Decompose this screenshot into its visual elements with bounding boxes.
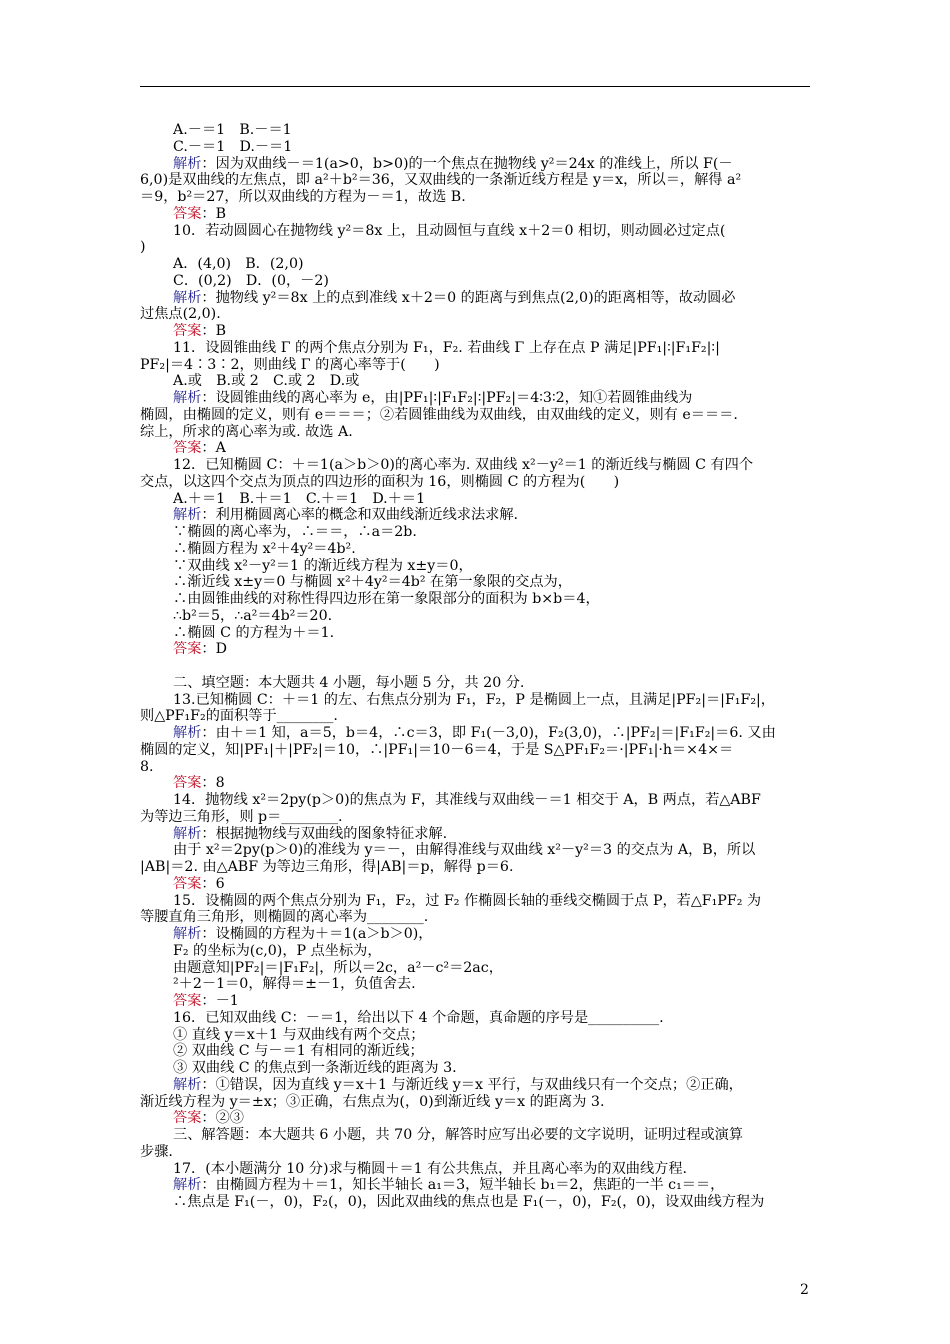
line-text: ²＋2－1＝0，解得＝±－1，负值舍去.: [173, 976, 416, 993]
line-text: 14．抛物线 x²＝2py(p＞0)的焦点为 F，其准线与双曲线－＝1 相交于 A，B 两点，若△ABF: [173, 792, 761, 808]
line-text: F₂ 的坐标为(c,0)，P 点坐标为，: [173, 942, 382, 959]
line-text: 6,0)是双曲线的左焦点，即 a²＋b²＝36，又双曲线的一条渐近线方程是 y＝x，所以＝，解得 a²: [140, 172, 742, 189]
analysis-line: [140, 826, 812, 843]
text-line: [140, 1043, 812, 1060]
line-text: ∴由圆锥曲线的对称性得四边形在第一象限部分的面积为 b×b＝4，: [173, 591, 600, 607]
line-text: A.－＝1 B.－＝1: [173, 122, 292, 138]
text-line: [140, 759, 812, 776]
text-line: [140, 591, 812, 608]
line-text: 17．(本小题满分 10 分)求与椭圆＋＝1 有公共焦点，并且离心率为的双曲线方程.: [173, 1160, 688, 1177]
text-line: [140, 708, 812, 725]
text-line: [140, 407, 812, 424]
line-text: 12．已知椭圆 C：＋＝1(a＞b＞0)的离心率为. 双曲线 x²－y²＝1 的渐近线与椭圆 C 有四个: [173, 457, 754, 473]
answer-line: [140, 641, 812, 658]
text-line: [140, 306, 812, 323]
text-line: [140, 943, 812, 960]
text-line: [140, 608, 812, 625]
text-line: [140, 474, 812, 491]
answer-label: 答案: [173, 875, 202, 892]
line-text: 等腰直角三角形，则椭圆的离心率为________.: [140, 909, 429, 926]
text-line: [140, 1127, 812, 1144]
line-text: 15．设椭圆的两个焦点分别为 F₁，F₂，过 F₂ 作椭圆长轴的垂线交椭圆于点 P，若△F₁PF₂ 为: [173, 892, 762, 909]
line-text: ：B: [201, 205, 227, 222]
header-rule: [140, 86, 810, 87]
line-text: ): [140, 239, 146, 256]
text-line: [140, 256, 812, 273]
line-text: 三、解答题：本大题共 6 小题，共 70 分，解答时应写出必要的文字说明，证明过程或演算: [173, 1127, 744, 1143]
text-line: [140, 675, 812, 692]
text-line: [140, 239, 812, 256]
line-text: ② 双曲线 C 与－＝1 有相同的渐近线；: [173, 1043, 424, 1060]
line-text: ：6: [201, 875, 225, 892]
text-line: [140, 909, 812, 926]
analysis-label: 解析: [173, 1177, 202, 1194]
line-text: ∴焦点是 F₁(－，0)，F₂(，0)，因此双曲线的焦点也是 F₁(－，0)，F₂(，0)，设双曲线方程为: [173, 1194, 765, 1210]
text-line: [140, 859, 812, 876]
analysis-line: [140, 1077, 812, 1094]
text-line: [140, 1094, 812, 1111]
analysis-label: 解析: [173, 155, 202, 172]
page-number: 2: [800, 1282, 809, 1298]
line-text: ：设圆锥曲线的离心率为 e，由|PF₁|∶|F₁F₂|∶|PF₂|＝4∶3∶2，知①若圆锥曲线为: [201, 390, 693, 406]
line-text: ：②③: [201, 1110, 244, 1127]
line-text: 二、填空题：本大题共 4 小题，每小题 5 分，共 20 分.: [173, 674, 525, 691]
line-text: ：8: [201, 775, 225, 792]
text-line: [140, 189, 812, 206]
text-line: [140, 457, 812, 474]
line-text: ：根据抛物线与双曲线的图象特征求解.: [201, 825, 448, 842]
answer-line: [140, 206, 812, 223]
line-text: ：因为双曲线－＝1(a>0，b>0)的一个焦点在抛物线 y²＝24x 的准线上，所以 F(－: [201, 155, 733, 172]
text-line: [140, 893, 812, 910]
line-text: A.＋＝1 B.＋＝1 C.＋＝1 D.＋＝1: [173, 490, 426, 507]
line-text: ：①错误，因为直线 y＝x＋1 与渐近线 y＝x 平行，与双曲线只有一个交点；②正确，: [201, 1076, 743, 1093]
text-line: [140, 139, 812, 156]
answer-label: 答案: [173, 323, 202, 339]
line-text: 渐近线方程为 y＝±x；③正确，右焦点为(，0)到渐近线 y＝x 的距离为 3.: [140, 1093, 605, 1110]
answer-label: 答案: [173, 993, 202, 1009]
line-text: 16．已知双曲线 C：－＝1，给出以下 4 个命题，真命题的序号是__________.: [173, 1009, 664, 1026]
line-text: ∵双曲线 x²－y²＝1 的渐近线方程为 x±y＝0，: [173, 557, 473, 574]
answer-label: 答案: [173, 1110, 202, 1127]
text-line: [140, 424, 812, 441]
answer-line: [140, 993, 812, 1010]
analysis-label: 解析: [173, 390, 202, 406]
text-line: [140, 742, 812, 759]
line-text: ∴椭圆 C 的方程为＋＝1.: [173, 624, 335, 641]
text-line: [140, 1194, 812, 1211]
text-line: [140, 960, 812, 977]
line-text: ∵椭圆的离心率为，∴＝＝，∴a＝2b.: [173, 524, 417, 540]
line-text: C.－＝1 D.－＝1: [173, 138, 293, 155]
answer-line: [140, 323, 812, 340]
line-text: 椭圆，由椭圆的定义，则有 e＝＝＝；②若圆锥曲线为双曲线，由双曲线的定义，则有 e＝＝＝.: [140, 406, 738, 423]
text-line: [140, 1010, 812, 1027]
text-line: [140, 524, 812, 541]
answer-label: 答案: [173, 205, 202, 222]
line-text: ：利用椭圆离心率的概念和双曲线渐近线求法求解.: [201, 507, 519, 524]
line-text: A．(4,0) B．(2,0): [173, 256, 304, 272]
line-text: 为等边三角形，则 p＝________.: [140, 808, 343, 825]
line-text: ：A: [201, 440, 226, 457]
line-text: 椭圆的定义，知|PF₁|＋|PF₂|＝10，∴|PF₁|＝10－6＝4，于是 S△PF₁F₂＝·|PF₁|·h＝×4×＝: [140, 741, 734, 758]
text-line: [140, 1144, 812, 1161]
line-text: C．(0,2) D．(0，－2): [173, 272, 329, 289]
line-text: ：－1: [201, 993, 239, 1009]
text-line: [140, 574, 812, 591]
answer-line: [140, 440, 812, 457]
text-line: [140, 491, 812, 508]
text-line: [140, 1027, 812, 1044]
line-text: 过焦点(2,0).: [140, 306, 221, 323]
text-line: [140, 1161, 812, 1178]
line-text: PF₂|＝4∶3∶2，则曲线 Γ 的离心率等于( ): [140, 356, 440, 373]
answer-label: 答案: [173, 641, 202, 658]
answer-label: 答案: [173, 440, 202, 457]
analysis-line: [140, 1177, 812, 1194]
line-text: 由于 x²＝2py(p＞0)的准线为 y＝－，由解得准线与双曲线 x²－y²＝3 的交点为 A，B，所以: [173, 842, 756, 859]
line-text: ：设椭圆的方程为＋＝1(a＞b＞0)，: [201, 926, 433, 942]
text-line: [140, 122, 812, 139]
answer-line: [140, 775, 812, 792]
line-text: ：B: [201, 323, 227, 339]
line-text: ：抛物线 y²＝8x 上的点到准线 x＋2＝0 的距离与到焦点(2,0)的距离相等，故动圆必: [201, 289, 736, 306]
text-line: [140, 373, 812, 390]
line-text: 交点，以这四个交点为顶点的四边形的面积为 16，则椭圆 C 的方程为( ): [140, 473, 620, 490]
text-line: [140, 340, 812, 357]
line-text: ：由椭圆方程为＋＝1，知长半轴长 a₁＝3，短半轴长 b₁＝2，焦距的一半 c₁＝＝，: [201, 1177, 725, 1194]
line-text: ＝9，b²＝27，所以双曲线的方程为－＝1，故选 B.: [140, 189, 466, 205]
document-body: [140, 122, 812, 1211]
line-text: ③ 双曲线 C 的焦点到一条渐近线的距离为 3.: [173, 1060, 457, 1076]
line-text: 10．若动圆圆心在抛物线 y²＝8x 上，且动圆恒与直线 x＋2＝0 相切，则动圆必过定点(: [173, 222, 726, 239]
line-text: 步骤.: [140, 1143, 173, 1160]
analysis-label: 解析: [173, 725, 202, 741]
line-text: ：D: [201, 641, 227, 658]
line-text: ∴渐近线 x±y＝0 与椭圆 x²＋4y²＝4b² 在第一象限的交点为，: [173, 574, 572, 591]
analysis-label: 解析: [173, 825, 202, 842]
text-line: [140, 223, 812, 240]
line-text: 8.: [140, 758, 154, 775]
line-text: A.或 B.或 2 C.或 2 D.或: [173, 373, 360, 390]
text-line: [140, 842, 812, 859]
text-line: [140, 792, 812, 809]
text-line: [140, 976, 812, 993]
text-line: [140, 809, 812, 826]
analysis-line: [140, 156, 812, 173]
line-text: 由题意知|PF₂|＝|F₁F₂|，所以＝2c，a²－c²＝2ac，: [173, 959, 503, 976]
line-text: 综上，所求的离心率为或. 故选 A.: [140, 423, 353, 440]
answer-label: 答案: [173, 775, 202, 792]
analysis-line: [140, 926, 812, 943]
text-line: [140, 273, 812, 290]
analysis-label: 解析: [173, 1076, 202, 1093]
line-text: |AB|＝2. 由△ABF 为等边三角形，得|AB|＝p，解得 p＝6.: [140, 859, 514, 875]
analysis-line: [140, 725, 812, 742]
line-text: ：由＋＝1 知，a＝5，b＝4，∴c＝3，即 F₁(－3,0)，F₂(3,0)，∴|PF₂|＝|F₁F₂|＝6. 又由: [201, 725, 776, 741]
line-text: ∴b²＝5，∴a²＝4b²＝20.: [173, 607, 333, 624]
text-line: [140, 1060, 812, 1077]
analysis-label: 解析: [173, 289, 202, 306]
analysis-line: [140, 507, 812, 524]
answer-line: [140, 876, 812, 893]
text-line: [140, 558, 812, 575]
analysis-label: 解析: [173, 926, 202, 942]
analysis-line: [140, 290, 812, 307]
text-line: [140, 692, 812, 709]
analysis-label: 解析: [173, 507, 202, 524]
text-line: [140, 357, 812, 374]
blank-line: [140, 658, 812, 675]
line-text: 则△PF₁F₂的面积等于________.: [140, 708, 338, 725]
analysis-line: [140, 390, 812, 407]
answer-line: [140, 1110, 812, 1127]
text-line: [140, 172, 812, 189]
line-text: 11．设圆锥曲线 Γ 的两个焦点分别为 F₁，F₂. 若曲线 Γ 上存在点 P 满足|PF₁|∶|F₁F₂|∶|: [173, 339, 720, 356]
text-line: [140, 625, 812, 642]
line-text: 13.已知椭圆 C：＋＝1 的左、右焦点分别为 F₁，F₂，P 是椭圆上一点，且满足|PF₂|＝|F₁F₂|，: [173, 691, 775, 708]
text-line: [140, 541, 812, 558]
line-text: ∴椭圆方程为 x²＋4y²＝4b².: [173, 540, 356, 557]
line-text: ① 直线 y＝x＋1 与双曲线有两个交点；: [173, 1026, 425, 1043]
